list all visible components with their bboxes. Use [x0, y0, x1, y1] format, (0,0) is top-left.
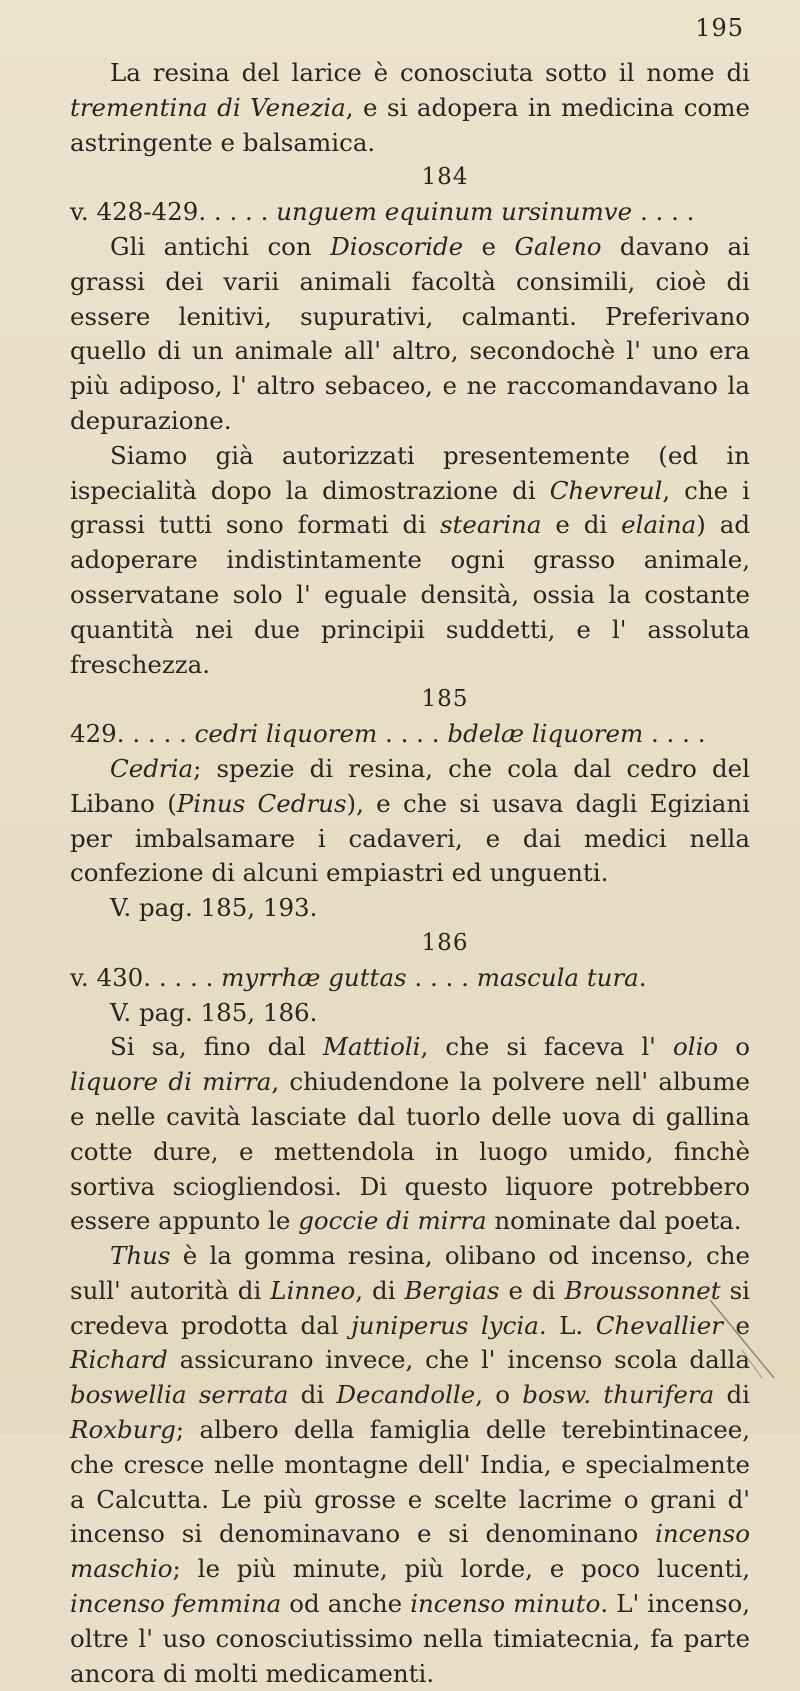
page-number: 195 — [695, 14, 744, 42]
note-number-185: 185 — [421, 686, 469, 713]
paragraph-mirra: Si sa, fino dal Mattioli, che si faceva l' olio o liquore di mirra, chiudendone la polvere nell' albume e nelle cavità lasciate dal tuorlo delle uova di gallina cotte dure, e mettendola in luogo umido, finchè sortiva sciogliendosi. Di questo liquore potrebbero essere appunto le goccie di mirra nominate dal poeta. — [70, 1032, 750, 1236]
pencil-mark — [702, 1290, 782, 1390]
note-number-186: 186 — [421, 929, 469, 956]
paragraph-grassi: Gli antichi con Dioscoride e Galeno davano ai grassi dei varii animali facoltà consimili, cioè di essere lenitivi, supurativi, calmanti. Preferivano quello di un animale all' altro, secondochè l' uno era più adiposo, l' altro sebaceo, e ne raccomandavano la depurazione. — [70, 231, 750, 435]
note-number-184: 184 — [421, 164, 469, 191]
lemma-186: v. 430. . . . . myrrhæ guttas . . . . mascula tura. — [70, 962, 647, 992]
paragraph-incenso: Thus è la gomma resina, olibano od incenso, che sull' autorità di Linneo, di Bergias e di Broussonnet si credeva prodotta dal juniperus lycia. L. Chevallier e Richard assicurano invece, che l' incenso scola dalla boswellia serrata di Decandolle, o bosw. thurifera di Roxburg; albero della famiglia delle terebintinacee, che cresce nelle montagne dell' India, e specialmente a Calcutta. Le più grosse e scelte lacrime o grani d' incenso si denominavano e si denominano incenso maschio; le più minute, più lorde, e poco lucenti, incenso femmina od anche incenso minuto. L' incenso, oltre l' uso conosciutissimo nella timiatecnia, fa parte ancora di molti medicamenti. — [70, 1241, 750, 1688]
page-body — [70, 56, 750, 1691]
paragraph-larice: La resina del larice è conosciuta sotto il nome di trementina di Venezia, e si adopera in medicina come astringente e balsamica. — [70, 58, 750, 157]
reference-185: V. pag. 185, 193. — [110, 893, 318, 923]
paragraph-chevreul: Siamo già autorizzati presentemente (ed in ispecialità dopo la dimostrazione di Chevreul, che i grassi tutti sono formati di stearina e di elaina) ad adoperare indistintamente ogni grasso animale, osservatane solo l' eguale densità, ossia la costante quantità nei due principii suddetti, e l' assoluta freschezza. — [70, 440, 751, 679]
reference-186: V. pag. 185, 186. — [110, 997, 318, 1027]
lemma-185: 429. . . . . cedri liquorem . . . . bdelæ liquorem . . . . — [70, 719, 706, 749]
paragraph-cedria: Cedria; spezie di resina, che cola dal cedro del Libano (Pinus Cedrus), e che si usava dagli Egiziani per imbalsamare i cadaveri, e dai medici nella confezione di alcuni empiastri ed unguenti. — [70, 753, 750, 888]
lemma-184: v. 428-429. . . . . unguem equinum ursinumve . . . . — [70, 197, 695, 227]
